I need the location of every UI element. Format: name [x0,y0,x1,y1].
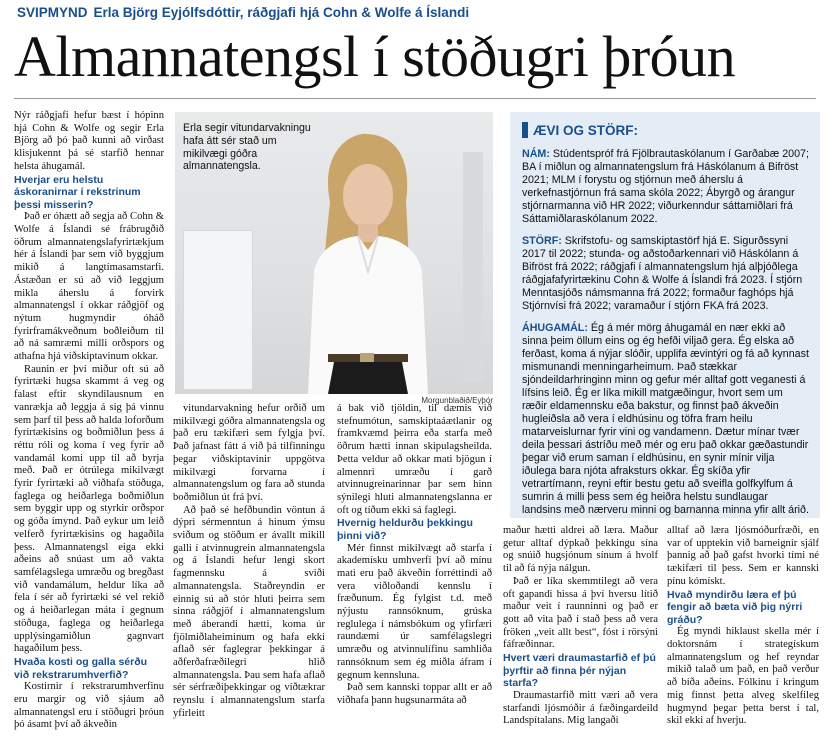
paragraph: Nýr ráðgjafi hefur bæst í hópinn hjá Cohn & Wolfe og segir Erla Björg að þó það kunni að virðast klisjukennt þá sé starfið hennar helsta áhugamál. [14,110,164,172]
entry-label: NÁM: [522,148,550,160]
article-column-4 [503,525,658,728]
paragraph: á bak við tjöldin, til dæmis við stefnumótun, samskiptaáætlanir og framkvæmd þeirra eða starfa með öðrum hætti innan skipulagsheilda. Þetta veldur að okkar mati bjögun í almennri umræðu í garð atvinnugreinarinnar þar sem hinn sýnilegi hluti almannatengslanna er oft og tíðum ekki sá faglegi. [337,403,492,516]
article-column-3 [337,403,492,708]
background-shelf [463,152,483,382]
interview-question: Hvert væri draumastarfið ef þú þyrftir að finna þér nýjan starfa? [503,652,656,690]
photo-caption: Erla segir vitundarvakningu hafa átt sér stað um mikilvægi góðra almannatengsla. [183,122,311,173]
bio-entry-career [522,235,810,313]
interview-question: Hverjar eru helstu áskoranirnar í rekstrinum þessi misserin? [14,173,141,211]
entry-text: Ég á mér mörg áhugamál en nær ekki að sinna þeim öllum eins og ég hefði viljað gera. Ég elska að ferðast, koma á nýjar slóðir, upplifa ævintýri og fá að kynnast mismunandi menningarheimum. Það stækkar sjóndeildarhringinn minn og gefur mér alltaf gott veganesti á lífsins leið. Ég er líka mikill matgæðingur, hvort sem um ræðir eldamennsku eða bakstur, og finnst það ákveðin hugleiðsla að vera í eldhúsinu og töfra fram heilu matarveislurnar fyrir vini og vandamenn. Dætur mínar tvær deila þessari ástríðu með mér og eru það okkar gæðastundir þegar við erum saman í eldhúsinu, en synir mínir vilja iðulega bara njóta afraksturs okkar. Ég skíða yfir vetrartímann, reyni eftir bestu getu að sveifla golfkylfum á sumrin á milli þess sem ég heiðra helstu sundlaugar landsins með nærveru minni og barnanna minna yfir allt árið. [522,322,809,516]
bio-entry-education [522,148,810,226]
article-column-2 [173,403,325,721]
sidebar-title-text: ÆVI OG STÖRF: [533,123,639,138]
paragraph: Að það sé hefðbundin vöntun á dýpri sérmenntun á hinum ýmsu sviðum og stöðum er ávallt mikill galli í atvinnugrein almannatengsla og á Íslandi hefur lengi skort fagmennsku á sviði almannatengsla. Staðreyndin er einnig sú að stór hluti þeirra sem sinna ráðgjöf í almannatengslum með áberandi hætti, koma úr fjölmiðlaheiminum og hafa ekki aflað sér faglegrar þekkingar á aðferðafræðilegri hlið almannatengsla. Þau sem hafa aflað sér sérfræðiþekkingar og víðtækrar reynslu í almannatengslum starfa yfirleitt [173,504,325,719]
interview-question: Hvernig heldurðu þekkingu þinni við? [337,517,473,542]
byline: Erla Björg Eyjólfsdóttir, ráðgjafi hjá Cohn & Wolfe á Íslandi [93,5,470,20]
paragraph: alltaf að læra ljósmóðurfræði, en var of upptekin við barneignir sjálf þannig að það gafst hvorki tími né tækifæri til þess. Sem er kannski pínu kómískt. [667,525,819,587]
paragraph: Það sem kannski toppar allt er að viðhafa þann hugsunarmáta að [337,682,492,706]
paragraph: Draumastarfið mitt væri að vera starfandi ljósmóðir á fæðingardeild Landspítalans. Mig langaði [503,689,658,727]
interview-question: Hvaða kosti og galla sérðu við rekstrarumhverfið? [14,655,148,681]
paragraph: Kostirnir í rekstrarumhverfinu eru margir og við sjáum að almannatengsl eru í stöðugri þróun þó ásamt því að ákveðin [14,681,164,731]
entry-text: Stúdentspróf frá Fjölbrautaskólanum í Garðabæ 2007; BA í miðlun og almannatengslum frá Háskólanum á Bifröst 2021; MLM í forystu og stjórnun með áherslu á verkefnastjórnun frá sama skóla 2022; Ábyrgð og árangur stjórnarmanna við HR 2022; viðurkenndur sáttamiðlari frá Sáttamiðlaraskólanum 2022. [522,148,809,225]
paragraph: Raunin er því miður oft sú að fyrirtæki hugsa skammt á veg og falast eftir skyndilausnum en vanrækja að leggja á sig þá vinnu sem þarf til þess að halda loforðum fyrirtækisins og boðmiðlun þess á réttu róli og koma í veg fyrir að vandamál komi upp til að byrja með. Það er ótrúlega mikilvægt fyrir fyrirtæki að viðhafa stöðuga, faglega og heiðarlega boðmiðlun sem byggir upp og styrkir orðspor og góða ímynd. Það eykur um leið velferð fyrirtækisins og hagaðila þess. Almannatengsl eiga ekki aðeins að snúast um að vakta samfélagslega umræðu og bregðast við vandamálum, heldur líka að fela í sér að fyrirtæki sé vel rekið og á heiðarlegan máta í gegnum stöðuga, faglega og heiðarlega upplýsingamiðlun gagnvart hagaðilum þess. [14,363,164,655]
interview-question: Hvað myndirðu læra ef þú fengir að bæta við þig nýrri gráðu? [667,588,803,626]
paragraph: Það er óhætt að segja að Cohn & Wolfe á Íslandi sé frábrugðið öðrum almannatengslafyrirtækjum hér á Íslandi þar sem við byggjum mikið á langtímasamstarfi. Ástæðan er sú að við leggjum mikla áherslu á forvirk almannatengsl í okkar ráðgjöf og nýtum hugmyndir óháð fyrirframákveðnum boðleiðum til að ná samræmi milli orðspors og athafna hjá viðskiptavinum okkar. [14,211,164,363]
background-window [183,230,253,390]
section-tag: SVIPMYND [17,5,88,20]
article-column-1 [14,110,164,732]
entry-label: STÖRF: [522,235,562,247]
portrait-photo [175,112,493,394]
bio-entry-hobbies [522,322,810,517]
entry-text: Skrifstofu- og samskiptastörf hjá E. Sigurðssyni 2017 til 2022; stunda- og aðstoðarkennari við Háskólann á Bifröst frá 2022; ráðgjafi í almannatengslum hjá alþjóðlega ráðgjafafyrirtækinu Cohn & Wolfe á Íslandi frá 2023. Í stjórn Menntasjóðs námsmanna frá 2022; formaður faghóps hjá Stjórnvísi frá 2022; varamaður í stjórn FKA frá 2023. [522,235,803,312]
sidebar-title [522,122,810,138]
header-rule [14,98,816,99]
article-column-5 [667,525,819,728]
title-bar-icon [522,122,528,138]
bio-sidebar [510,112,820,518]
paragraph: Ég myndi hiklaust skella mér í doktorsnám í strategískum almannatengslum og hef reyndar mikið talað um það, en það verður að bíða aðeins. Fólkinu í kringum mig finnst þetta alveg skelfileg hugmynd þegar þetta berst í tal, skil ekki af hverju. [667,626,819,727]
paragraph: Mér finnst mikilvægt að starfa í akademísku umhverfi því að mínu mati eru það ákveðin forréttindi að vera viðloðandi kennslu í fræðunum. Ég fylgist t.d. með nýjustu rannsóknum, grúska reglulega í námsbókum og yfirfæri raundæmi úr samfélagslegri umræðu og atvinnulífinu samhliða rannsóknum sem ég miðla áfram í gegnum kennsluna. [337,542,492,681]
photo-credit: Morgunblaðið/Eyþór [421,396,493,405]
paragraph: Það er líka skemmtilegt að vera oft gapandi hissa á því hversu lítið maður veit í raunninni og það er gott að vita það í stað þess að vera fröken „veit allt best“, fóst í rörsýni fáfræðinnar. [503,575,658,651]
paragraph: vitundarvakning hefur orðið um mikilvægi góðra almannatengsla og það eru tækifæri sem fylgja því. Það jafnast fátt á við þá tilfinningu þegar viðskiptavinir uppgötva mikilvægi forvarna í almannatengslum og fara að stunda boðmiðlun út frá því. [173,403,325,503]
paragraph: maður hætti aldrei að læra. Maður getur alltaf dýpkað þekkingu sína og snúið hugsjónum sínum á hvolf til að fá nýja nálgun. [503,525,658,575]
entry-label: ÁHUGAMÁL: [522,322,588,334]
kicker [17,5,469,20]
headline: Almannatengsl í stöðugri þróun [14,24,736,89]
